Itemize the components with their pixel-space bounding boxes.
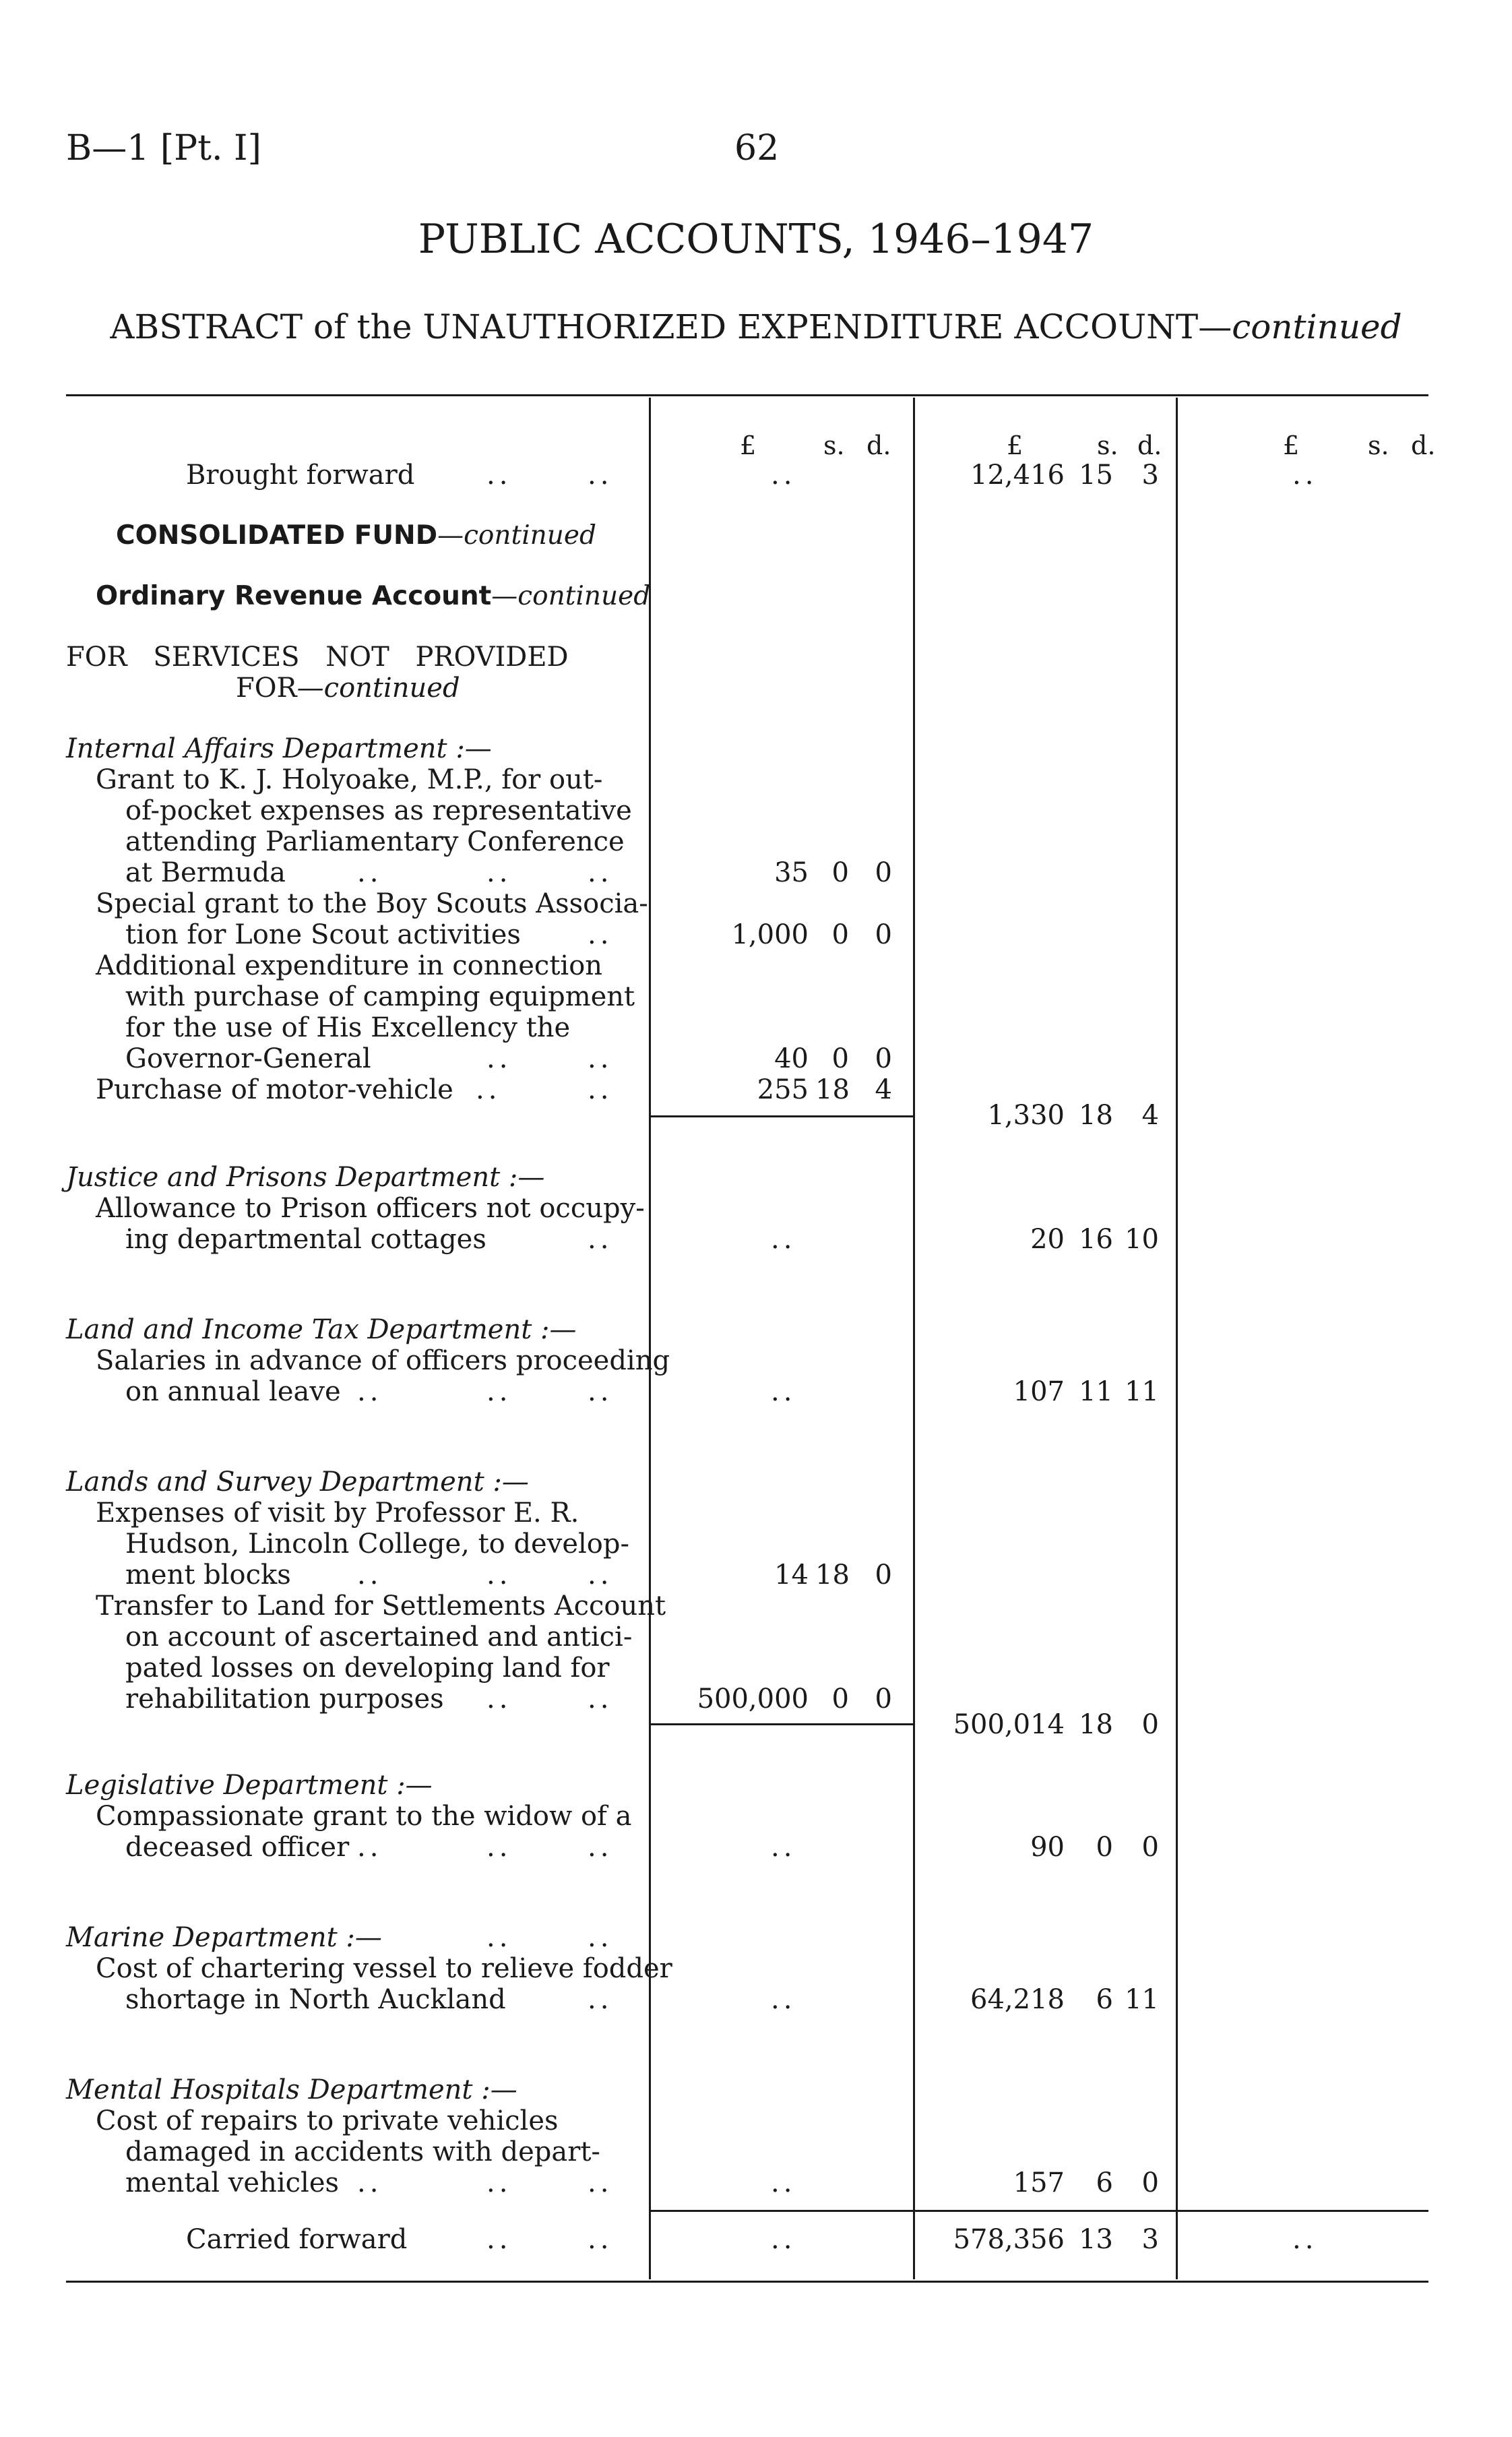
- brought-forward-pence: 3: [1141, 460, 1159, 491]
- lands-item1-pounds: 14: [774, 1560, 809, 1591]
- leader-dots: ..: [357, 1560, 383, 1591]
- lands-item2-shillings: 0: [831, 1684, 849, 1715]
- internal-item4-pence: 4: [875, 1074, 892, 1105]
- internal-item2-line1: Special grant to the Boy Scouts Associa-: [96, 888, 648, 919]
- leader-dots: ..: [486, 1922, 512, 1953]
- internal-item4-pounds: 255: [757, 1074, 809, 1105]
- leader-dots: ..: [588, 1922, 613, 1953]
- col3-pence-head: d.: [1411, 431, 1436, 460]
- column-divider-3: [1176, 398, 1178, 2279]
- col1-pence-head: d.: [867, 431, 891, 460]
- legislative-total-pence: 0: [1141, 1832, 1159, 1863]
- carried-forward-shillings: 13: [1079, 2224, 1113, 2255]
- leader-dots: ..: [486, 2167, 512, 2198]
- lands-item2-line3: pated losses on developing land for: [125, 1653, 610, 1684]
- internal-item1-pence: 0: [875, 857, 892, 888]
- leader-dots: ..: [486, 1376, 512, 1407]
- account-label: Ordinary Revenue Account: [96, 581, 492, 611]
- col2-pence-head: d.: [1137, 431, 1162, 460]
- legislative-col1: ..: [771, 1832, 796, 1863]
- services-continued: —continued: [296, 673, 460, 704]
- carried-forward-label: Carried forward: [186, 2224, 408, 2255]
- leader-dots: ..: [588, 1043, 613, 1074]
- col1-shilling-head: s.: [823, 431, 845, 460]
- land-tax-line2: on annual leave: [125, 1376, 341, 1407]
- col1-pound-head: £: [740, 431, 757, 460]
- legislative-total-pounds: 90: [1030, 1832, 1065, 1863]
- mental-total-shillings: 6: [1096, 2167, 1113, 2198]
- internal-item2-pounds: 1,000: [731, 919, 809, 950]
- leader-dots: ..: [588, 1832, 613, 1863]
- internal-item4-shillings: 18: [815, 1074, 850, 1105]
- section-reference: B—1 [Pt. I]: [66, 128, 261, 168]
- internal-item2-pence: 0: [875, 919, 892, 950]
- brought-forward-shillings: 15: [1079, 460, 1113, 491]
- leader-dots: ..: [486, 2224, 512, 2255]
- subtitle-main: ABSTRACT of the UNAUTHORIZED EXPENDITURE ACCOUNT—: [110, 307, 1232, 346]
- legislative-heading: Legislative Department :—: [66, 1770, 433, 1801]
- leader-dots: ..: [588, 2224, 613, 2255]
- leader-dots: ..: [588, 1984, 613, 2015]
- internal-item3-shillings: 0: [831, 1043, 849, 1074]
- internal-item3-pounds: 40: [774, 1043, 809, 1074]
- internal-affairs-heading: Internal Affairs Department :—: [66, 733, 492, 764]
- carried-forward-col3: ..: [1292, 2224, 1318, 2255]
- carried-forward-pounds: 578,356: [953, 2224, 1065, 2255]
- lands-total-shillings: 18: [1079, 1709, 1113, 1740]
- column-divider-1: [649, 398, 651, 2279]
- internal-total-pence: 4: [1141, 1100, 1159, 1131]
- marine-line2: shortage in North Auckland: [125, 1984, 506, 2015]
- legislative-total-shillings: 0: [1096, 1832, 1113, 1863]
- brought-forward-col3: ..: [1292, 460, 1318, 491]
- internal-item4-line1: Purchase of motor-vehicle: [96, 1074, 453, 1105]
- land-tax-total-pence: 11: [1125, 1376, 1159, 1407]
- leader-dots: ..: [588, 1560, 613, 1591]
- page-number: 62: [734, 128, 780, 168]
- leader-dots: ..: [588, 460, 613, 491]
- lands-item2-pence: 0: [875, 1684, 892, 1715]
- services-heading-line2: [236, 673, 460, 704]
- leader-dots: ..: [486, 1043, 512, 1074]
- page-title: PUBLIC ACCOUNTS, 1946–1947: [418, 216, 1094, 263]
- internal-total-shillings: 18: [1079, 1100, 1113, 1131]
- justice-total-shillings: 16: [1079, 1224, 1113, 1255]
- leader-dots: ..: [588, 919, 613, 950]
- leader-dots: ..: [357, 2167, 383, 2198]
- leader-dots: ..: [588, 2167, 613, 2198]
- legislative-line2: deceased officer: [125, 1832, 350, 1863]
- leader-dots: ..: [476, 1074, 501, 1105]
- col3-shilling-head: s.: [1368, 431, 1389, 460]
- lands-item1-line3: ment blocks: [125, 1560, 291, 1591]
- internal-item3-pence: 0: [875, 1043, 892, 1074]
- lands-item1-pence: 0: [875, 1560, 892, 1591]
- leader-dots: ..: [486, 1832, 512, 1863]
- mental-col1: ..: [771, 2167, 796, 2198]
- leader-dots: ..: [588, 1684, 613, 1715]
- internal-item1-line1: Grant to K. J. Holyoake, M.P., for out-: [96, 764, 603, 795]
- leader-dots: ..: [486, 460, 512, 491]
- brought-forward-pounds: 12,416: [970, 460, 1065, 491]
- mental-line3: mental vehicles: [125, 2167, 340, 2198]
- carried-forward-rule: [650, 2210, 1428, 2212]
- page-subtitle: [0, 307, 1512, 346]
- lands-heading: Lands and Survey Department :—: [66, 1467, 529, 1498]
- leader-dots: ..: [357, 1832, 383, 1863]
- fund-heading: [116, 520, 596, 551]
- subtitle-continued: continued: [1232, 307, 1402, 346]
- internal-item1-shillings: 0: [831, 857, 849, 888]
- legislative-line1: Compassionate grant to the widow of a: [96, 1801, 632, 1832]
- mental-heading: Mental Hospitals Department :—: [66, 2074, 517, 2105]
- leader-dots: ..: [486, 857, 512, 888]
- marine-total-pounds: 64,218: [970, 1984, 1065, 2015]
- leader-dots: ..: [357, 1376, 383, 1407]
- internal-item3-line1: Additional expenditure in connection: [96, 950, 603, 981]
- fund-continued: —continued: [437, 520, 596, 551]
- internal-item2-shillings: 0: [831, 919, 849, 950]
- leader-dots: ..: [588, 1376, 613, 1407]
- lands-item2-pounds: 500,000: [697, 1684, 809, 1715]
- marine-col1: ..: [771, 1984, 796, 2015]
- justice-heading: Justice and Prisons Department :—: [66, 1162, 545, 1193]
- services-heading-line1: FOR SERVICES NOT PROVIDED: [66, 642, 569, 673]
- leader-dots: ..: [588, 1074, 613, 1105]
- brought-forward-col1: ..: [771, 460, 796, 491]
- justice-line1: Allowance to Prison officers not occupy-: [96, 1193, 645, 1224]
- carried-forward-pence: 3: [1141, 2224, 1159, 2255]
- leader-dots: ..: [486, 1684, 512, 1715]
- column-divider-2: [913, 398, 915, 2279]
- leader-dots: ..: [357, 857, 383, 888]
- justice-total-pence: 10: [1125, 1224, 1159, 1255]
- table-top-rule: [66, 394, 1428, 396]
- justice-line2: ing departmental cottages: [125, 1224, 486, 1255]
- internal-item3-line4: Governor-General: [125, 1043, 371, 1074]
- justice-total-pounds: 20: [1030, 1224, 1065, 1255]
- account-heading: [96, 581, 650, 612]
- land-tax-total-pounds: 107: [1013, 1376, 1065, 1407]
- internal-item1-line2: of-pocket expenses as representative: [125, 795, 632, 826]
- services-for: FOR: [236, 673, 297, 704]
- marine-total-shillings: 6: [1096, 1984, 1113, 2015]
- land-tax-total-shillings: 11: [1079, 1376, 1113, 1407]
- lands-total-pounds: 500,014: [953, 1709, 1065, 1740]
- internal-item3-line3: for the use of His Excellency the: [125, 1012, 571, 1043]
- internal-item1-line3: attending Parliamentary Conference: [125, 826, 625, 857]
- lands-item1-shillings: 18: [815, 1560, 850, 1591]
- mental-total-pounds: 157: [1013, 2167, 1065, 2198]
- internal-item2-line2: tion for Lone Scout activities: [125, 919, 521, 950]
- leader-dots: ..: [588, 1224, 613, 1255]
- lands-item1-line1: Expenses of visit by Professor E. R.: [96, 1498, 579, 1529]
- col2-shilling-head: s.: [1097, 431, 1119, 460]
- land-tax-line1: Salaries in advance of officers proceeding: [96, 1345, 670, 1376]
- leader-dots: ..: [486, 1560, 512, 1591]
- mental-line1: Cost of repairs to private vehicles: [96, 2105, 559, 2136]
- lands-item2-line4: rehabilitation purposes: [125, 1684, 444, 1715]
- land-tax-col1: ..: [771, 1376, 796, 1407]
- table-bottom-rule: [66, 2281, 1428, 2283]
- internal-subtotal-rule: [650, 1115, 913, 1117]
- lands-item1-line2: Hudson, Lincoln College, to develop-: [125, 1529, 629, 1560]
- internal-total-pounds: 1,330: [987, 1100, 1065, 1131]
- lands-total-pence: 0: [1141, 1709, 1159, 1740]
- fund-label: CONSOLIDATED FUND: [116, 520, 438, 551]
- marine-heading: Marine Department :—: [66, 1922, 382, 1953]
- col3-pound-head: £: [1283, 431, 1300, 460]
- lands-subtotal-rule: [650, 1723, 913, 1725]
- carried-forward-col1: ..: [771, 2224, 796, 2255]
- internal-item1-line4: at Bermuda: [125, 857, 286, 888]
- leader-dots: ..: [588, 857, 613, 888]
- mental-line2: damaged in accidents with depart-: [125, 2136, 600, 2167]
- land-tax-heading: Land and Income Tax Department :—: [66, 1314, 577, 1345]
- justice-col1: ..: [771, 1224, 796, 1255]
- brought-forward-label: Brought forward: [186, 460, 415, 491]
- marine-total-pence: 11: [1125, 1984, 1159, 2015]
- mental-total-pence: 0: [1141, 2167, 1159, 2198]
- lands-item2-line2: on account of ascertained and antici-: [125, 1622, 633, 1653]
- account-continued: —continued: [491, 581, 651, 611]
- internal-item1-pounds: 35: [774, 857, 809, 888]
- internal-item3-line2: with purchase of camping equipment: [125, 981, 635, 1012]
- col2-pound-head: £: [1007, 431, 1023, 460]
- marine-line1: Cost of chartering vessel to relieve fodder: [96, 1953, 672, 1984]
- lands-item2-line1: Transfer to Land for Settlements Account: [96, 1591, 666, 1622]
